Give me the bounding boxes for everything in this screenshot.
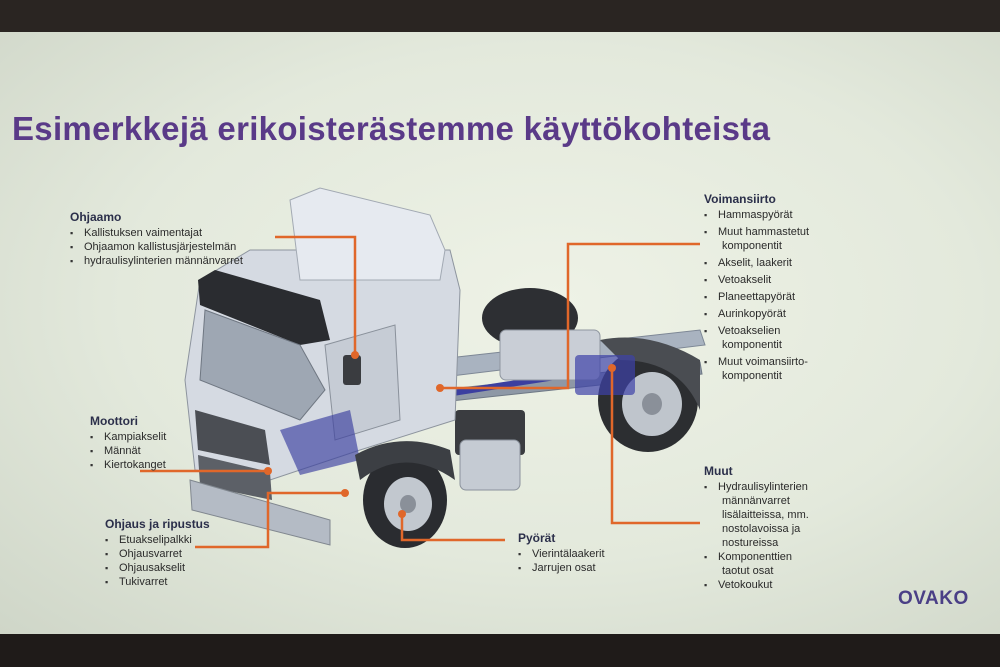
group-heading: Pyörät: [518, 531, 556, 545]
ovako-logo: OVAKO: [898, 588, 969, 609]
group-heading: Muut: [704, 464, 733, 478]
list-item: ▪ Kampiakselit: [90, 430, 166, 444]
group-pyorat: [518, 531, 605, 575]
list-item: ▪ Vetoakselien: [704, 324, 809, 338]
list-item: ▪ Muut hammastetut: [704, 225, 809, 239]
group-ohjaus-ja-ripustus: [105, 517, 210, 589]
list-item: ▪ Ohjaamon kallistusjärjestelmän: [70, 240, 243, 254]
slide-title: Esimerkkejä erikoisterästemme käyttökohteista: [12, 110, 771, 147]
group-heading: Voimansiirto: [704, 192, 776, 206]
list-item: ▪ Hammaspyörät: [704, 208, 809, 222]
list-item: ▪ Planeettapyörät: [704, 290, 809, 304]
list-item: ▪ Vetoakselit: [704, 273, 809, 287]
list-item-continued: männänvarret: [722, 495, 790, 507]
list-item-continued: komponentit: [722, 339, 782, 351]
list-item-continued: komponentit: [722, 240, 782, 252]
list-item: ▪ Etuakselipalkki: [105, 533, 210, 547]
group-heading: Ohjaamo: [70, 210, 122, 224]
list-item-continued: komponentit: [722, 370, 782, 382]
list-item: ▪ Muut voimansiirto-: [704, 355, 809, 369]
list-item-continued: taotut osat: [722, 565, 774, 577]
list-item: ▪ Aurinkopyörät: [704, 307, 809, 321]
group-moottori: [90, 414, 166, 472]
list-item: ▪ Jarrujen osat: [518, 561, 605, 575]
list-item: ▪ Vierintälaakerit: [518, 547, 605, 561]
list-item: ▪ hydraulisylinterien männänvarret: [70, 254, 243, 268]
group-ohjaamo: [70, 210, 243, 268]
list-item-continued: lisälaitteissa, mm.: [722, 509, 809, 521]
group-heading: Moottori: [90, 414, 138, 428]
list-item: ▪ Komponenttien: [704, 550, 809, 564]
list-item: ▪ Akselit, laakerit: [704, 256, 809, 270]
list-item: ▪ Kiertokanget: [90, 458, 166, 472]
list-item: ▪ Ohjausvarret: [105, 547, 210, 561]
list-item-continued: nostolavoissa ja: [722, 523, 801, 535]
group-heading: Ohjaus ja ripustus: [105, 517, 210, 531]
list-item: ▪ Ohjausakselit: [105, 561, 210, 575]
list-item: ▪ Kallistuksen vaimentajat: [70, 226, 243, 240]
group-muut: [704, 464, 809, 592]
group-voimansiirto: [704, 192, 809, 383]
list-item-continued: nostureissa: [722, 537, 779, 549]
list-item: ▪ Hydraulisylinterien: [704, 480, 809, 494]
list-item: ▪ Tukivarret: [105, 575, 210, 589]
list-item: ▪ Vetokoukut: [704, 578, 809, 592]
list-item: ▪ Männät: [90, 444, 166, 458]
